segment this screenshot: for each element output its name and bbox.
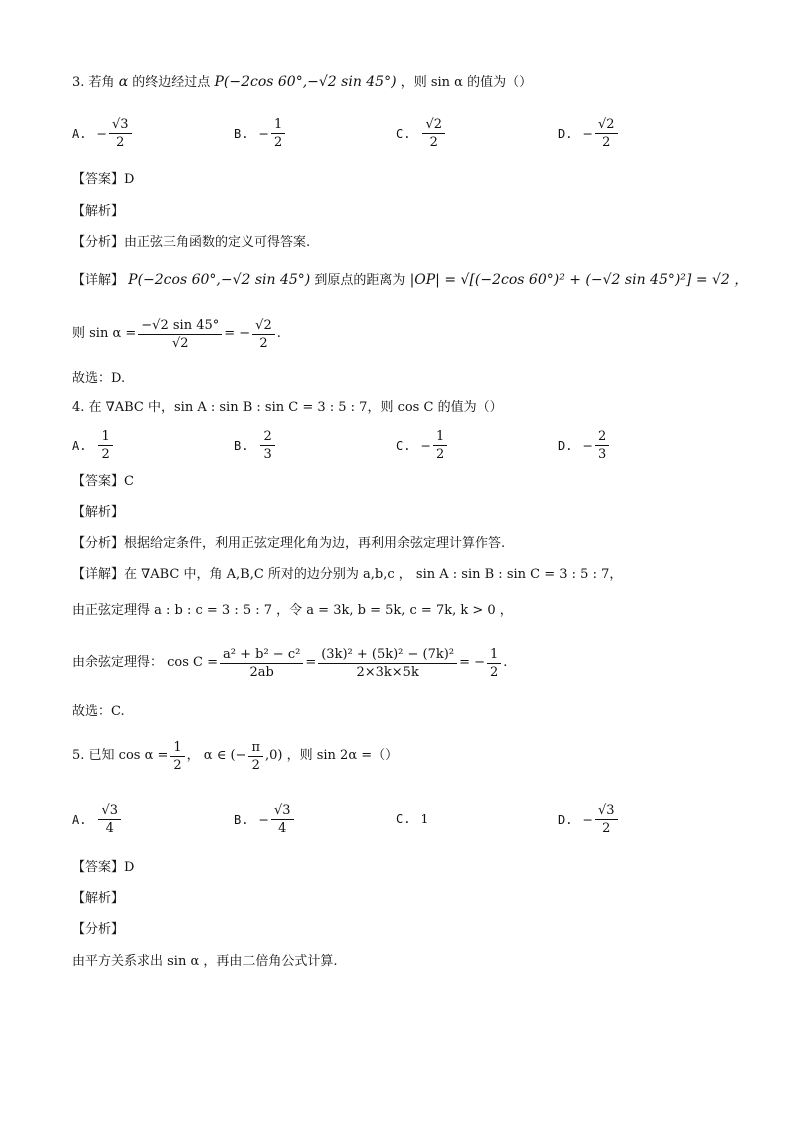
q3-fenxi	[72, 233, 310, 253]
q5-fenxi-tag-line	[72, 920, 124, 940]
frac-num: 2	[595, 428, 609, 446]
frac-num: √3	[271, 802, 294, 820]
q3-answer	[72, 170, 134, 190]
option-fraction	[271, 116, 285, 151]
q4-option-d	[558, 428, 611, 463]
option-fraction	[595, 428, 609, 463]
q5-stem	[72, 734, 398, 778]
frac-den: 4	[278, 821, 287, 836]
xiangjie-text: 在 ∇ABC 中，角 A,B,C 所对的边分别为 a,b,c ， sin A : sin B : sin C = 3 : 5 : 7，	[124, 567, 623, 582]
fenxi-text: 由平方关系求出 sin α ，再由二倍角公式计算.	[72, 954, 338, 969]
q3-option-a	[72, 116, 134, 151]
q3-line2	[72, 312, 281, 356]
line3-fraction-2	[318, 646, 457, 681]
q5-stem-fraction-2	[248, 739, 263, 774]
option-fraction	[271, 802, 294, 837]
option-label: A.	[72, 438, 87, 453]
frac-num: √2	[422, 116, 445, 134]
frac-num: π	[248, 739, 263, 757]
frac-den: 2	[273, 135, 283, 150]
fenxi-tag: 【分析】	[72, 536, 125, 551]
option-label: A.	[72, 126, 87, 141]
frac-den: 3	[597, 447, 607, 462]
fenxi-text: 根据给定条件，利用正弦定理化角为边，再利用余弦定理计算作答.	[124, 536, 506, 551]
q5-fenxi	[72, 952, 338, 972]
frac-num: −√2 sin 45°	[138, 317, 222, 335]
q5-answer	[72, 858, 134, 878]
q4-xiangjie	[72, 565, 622, 585]
option-label: D.	[558, 126, 573, 141]
frac-den: 2	[251, 757, 260, 773]
line3-fraction-1	[220, 646, 303, 681]
option-label: D.	[558, 812, 573, 827]
q5-stem-mid: ， α ∈ (−	[186, 748, 247, 763]
q3-option-b	[234, 116, 287, 151]
frac-den: 4	[105, 821, 114, 836]
option-fraction	[260, 428, 274, 463]
line2-text: 由正弦定理得 a : b : c = 3 : 5 : 7 ，令 a = 3k, b = 5k, c = 7k, k > 0 ，	[72, 603, 513, 618]
jiexi-tag: 【解析】	[72, 505, 125, 520]
option-label: C.	[396, 438, 411, 453]
answer-value: D	[124, 172, 135, 187]
q3-stem	[72, 72, 532, 93]
frac-den: 2ab	[249, 664, 274, 680]
fenxi-tag: 【分析】	[72, 235, 125, 250]
q5-stem-end: ,0) ，则 sin 2α =（）	[264, 748, 399, 763]
frac-den: 2	[173, 757, 182, 773]
xiangjie-tag: 【详解】	[72, 567, 125, 582]
frac-den: 2	[259, 335, 268, 351]
frac-den: 2	[429, 135, 438, 150]
q3-point-expr: P(−2cos 60°,−√2 sin 45°)	[214, 74, 397, 90]
option-label: B.	[234, 812, 249, 827]
q3-option-d	[558, 116, 620, 151]
q3-stem-suffix: ，则 sin α 的值为（）	[400, 75, 533, 90]
xiangjie-text: 到原点的距离为	[314, 273, 406, 288]
jiexi-tag: 【解析】	[72, 891, 125, 906]
option-label: C.	[396, 126, 411, 141]
q4-answer	[72, 472, 134, 492]
frac-num: 1	[98, 428, 112, 446]
frac-den: 2×3k×5k	[356, 664, 419, 680]
q4-stem	[72, 398, 503, 418]
q4-stem-text: 4. 在 ∇ABC 中，sin A : sin B : sin C = 3 : 5 : 7，则 cos C 的值为（）	[72, 400, 503, 415]
option-sign: −	[258, 126, 269, 141]
answer-value: D	[124, 860, 135, 875]
option-label: B.	[234, 438, 249, 453]
q3-guxuan	[72, 369, 125, 389]
frac-num: (3k)² + (5k)² − (7k)²	[318, 646, 457, 664]
xiangjie-point: P(−2cos 60°,−√2 sin 45°)	[128, 272, 311, 288]
line3-end: .	[503, 655, 508, 670]
option-sign: −	[258, 812, 269, 827]
q4-option-c	[396, 428, 449, 463]
option-sign: −	[420, 438, 431, 453]
frac-num: 1	[433, 428, 447, 446]
q3-stem-mid: 的终边经过点	[132, 75, 211, 90]
q4-line3	[72, 641, 507, 685]
frac-den: 3	[263, 447, 272, 462]
q3-stem-prefix: 3. 若角	[72, 75, 115, 90]
xiangjie-tag: 【详解】	[72, 273, 125, 288]
frac-den: 2	[435, 447, 445, 462]
q5-option-b	[234, 802, 296, 837]
line3-mid: = −	[459, 655, 485, 670]
option-label: C.	[396, 811, 411, 826]
frac-den: √2	[171, 335, 189, 351]
option-label: D.	[558, 438, 573, 453]
q5-stem-fraction	[170, 739, 184, 774]
line2-fraction	[138, 317, 222, 352]
answer-value: C	[124, 474, 134, 489]
option-sign: −	[96, 126, 107, 141]
q5-option-d	[558, 802, 620, 837]
guxuan-text: 故选：D.	[72, 371, 126, 386]
q4-option-a	[72, 428, 115, 463]
jiexi-tag: 【解析】	[72, 204, 125, 219]
xiangjie-expr: |OP| = √[(−2cos 60°)² + (−√2 sin 45°)²] = √2 ，	[409, 272, 749, 288]
option-sign: −	[582, 438, 593, 453]
line3-prefix: 由余弦定理得： cos C =	[72, 655, 219, 670]
line2-mid: = −	[224, 326, 251, 341]
frac-den: 2	[116, 135, 125, 150]
frac-num: √3	[109, 116, 132, 134]
option-label: B.	[234, 126, 249, 141]
option-label: A.	[72, 812, 87, 827]
option-fraction	[109, 116, 132, 151]
frac-num: √2	[595, 116, 618, 134]
answer-tag: 【答案】	[72, 474, 125, 489]
fenxi-tag: 【分析】	[72, 922, 125, 937]
line3-eq: =	[305, 655, 317, 670]
frac-num: 1	[487, 646, 501, 664]
frac-den: 2	[602, 135, 611, 150]
q5-jiexi	[72, 889, 124, 909]
answer-tag: 【答案】	[72, 860, 125, 875]
alpha-symbol: α	[118, 74, 129, 90]
frac-den: 2	[489, 664, 499, 680]
frac-num: 1	[271, 116, 285, 134]
frac-num: √2	[252, 317, 275, 335]
q4-guxuan	[72, 702, 125, 722]
q4-option-b	[234, 428, 277, 463]
q4-line2	[72, 601, 513, 621]
frac-num: √3	[595, 802, 618, 820]
line3-fraction-3	[487, 646, 501, 681]
q3-xiangjie	[72, 270, 748, 291]
option-fraction	[422, 116, 445, 151]
q5-option-a	[72, 802, 123, 837]
option-fraction	[98, 428, 112, 463]
frac-num: 2	[260, 428, 274, 446]
fenxi-text: 由正弦三角函数的定义可得答案.	[124, 235, 311, 250]
frac-den: 2	[101, 447, 110, 462]
line2-prefix: 则 sin α =	[72, 326, 137, 341]
answer-tag: 【答案】	[72, 172, 125, 187]
frac-num: 1	[170, 739, 184, 757]
option-sign: −	[582, 126, 593, 141]
q5-stem-prefix: 5. 已知 cos α =	[72, 748, 169, 763]
option-fraction	[595, 802, 618, 837]
q4-jiexi	[72, 503, 124, 523]
option-fraction	[595, 116, 618, 151]
guxuan-text: 故选：C.	[72, 704, 125, 719]
q5-option-c	[396, 811, 428, 826]
line2-fraction-2	[252, 317, 275, 352]
line2-end: .	[276, 326, 281, 341]
option-sign: −	[582, 812, 593, 827]
option-value: 1	[420, 811, 429, 826]
option-fraction	[433, 428, 447, 463]
option-fraction	[98, 802, 121, 837]
frac-den: 2	[602, 821, 611, 836]
q4-fenxi	[72, 534, 505, 554]
frac-num: √3	[98, 802, 121, 820]
frac-num: a² + b² − c²	[220, 646, 303, 664]
q3-jiexi	[72, 202, 124, 222]
q3-option-c	[396, 116, 447, 151]
